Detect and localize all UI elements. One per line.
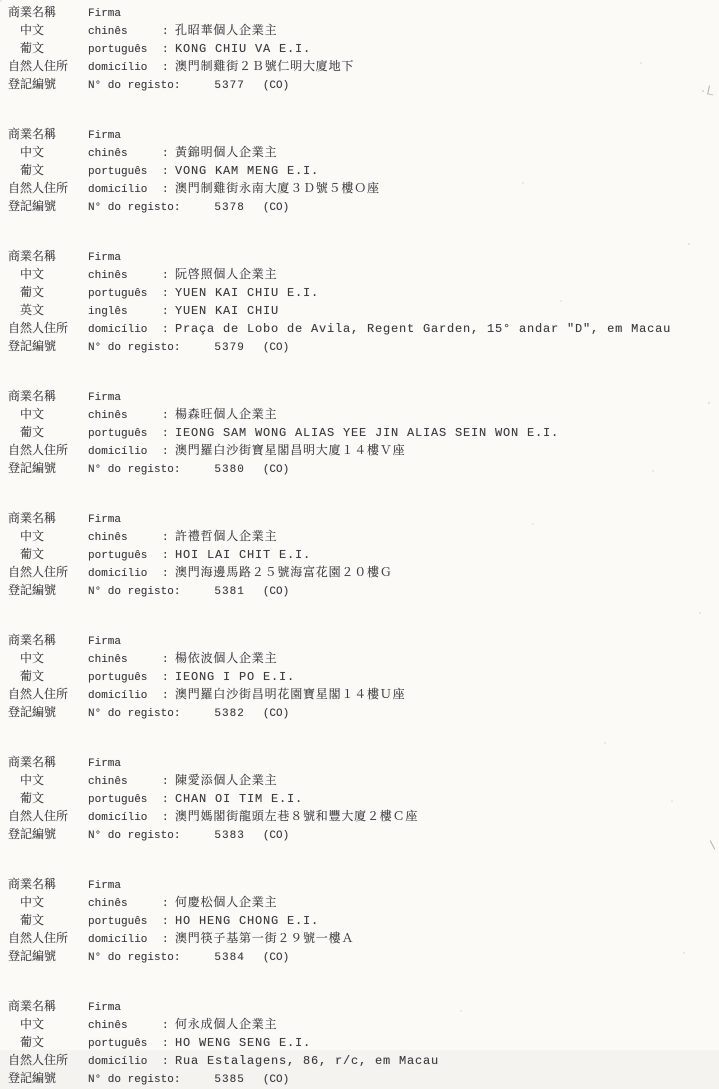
registry-number: 5384 (214, 952, 245, 964)
domicile-label-zh: 自然人住所 (8, 322, 69, 336)
row-registry (8, 827, 719, 845)
portuguese-name-value: IEONG SAM WONG ALIAS YEE JIN ALIAS SEIN WON E.I. (175, 426, 560, 440)
colon: : (162, 26, 169, 38)
registry-label-zh: 登記編號 (8, 462, 57, 476)
registry-number: 5377 (214, 80, 245, 92)
chinese-label-pt: chinês (88, 148, 128, 160)
registry-label-zh: 登記編號 (8, 78, 57, 92)
chinese-label-zh: 中文 (20, 774, 45, 788)
row-domicile (8, 687, 719, 705)
colon: : (162, 428, 169, 440)
chinese-label-pt: chinês (88, 1020, 128, 1032)
colon: : (162, 898, 169, 910)
domicile-value: Praça de Lobo de Avila, Regent Garden, 15° andar "D", em Macau (175, 322, 672, 336)
domicile-label-zh: 自然人住所 (8, 444, 69, 458)
chinese-label-zh: 中文 (20, 408, 45, 422)
registry-number: 5382 (214, 708, 245, 720)
colon: : (162, 1056, 169, 1068)
portuguese-name-value: HO WENG SENG E.I. (175, 1036, 312, 1050)
portuguese-label-zh: 葡文 (20, 914, 45, 928)
chinese-name-value: 阮啓照個人企業主 (175, 268, 278, 282)
portuguese-name-value: YUEN KAI CHIU E.I. (175, 286, 320, 300)
domicile-label-pt: domicílio (88, 446, 148, 458)
registry-number: 5380 (214, 464, 245, 476)
record-block (8, 633, 719, 723)
chinese-label-zh: 中文 (20, 1018, 45, 1032)
chinese-name-value: 何永成個人企業主 (175, 1018, 278, 1032)
domicile-label-pt: domicílio (88, 812, 148, 824)
portuguese-label-pt: português (88, 428, 148, 440)
row-domicile (8, 59, 719, 77)
firm-label-zh: 商業名稱 (8, 878, 57, 892)
firm-label-zh: 商業名稱 (8, 6, 57, 20)
domicile-value: 澳門羅白沙街昌明花園寶星閣１４樓Ｕ座 (175, 688, 406, 702)
colon: : (162, 184, 169, 196)
colon: : (162, 1020, 169, 1032)
row-firm (8, 999, 719, 1017)
english-name-value: YUEN KAI CHIU (175, 304, 280, 318)
row-firm (8, 249, 719, 267)
firm-label-pt: Firma (88, 252, 122, 264)
record-block (8, 127, 719, 217)
portuguese-name-value: VONG KAM MENG E.I. (175, 164, 320, 178)
chinese-label-pt: chinês (88, 410, 128, 422)
registry-label-zh: 登記編號 (8, 950, 57, 964)
registry-type: (CO) (262, 586, 290, 598)
row-domicile (8, 931, 719, 949)
registry-label-pt: N° do registo: (88, 342, 181, 354)
domicile-value: 澳門羅白沙街寶星閣昌明大廈１４樓Ｖ座 (175, 444, 406, 458)
row-registry (8, 461, 719, 479)
domicile-label-zh: 自然人住所 (8, 688, 69, 702)
row-portuguese-name (8, 425, 719, 443)
registry-label-zh: 登記編號 (8, 340, 57, 354)
portuguese-label-pt: português (88, 1038, 148, 1050)
firm-label-zh: 商業名稱 (8, 250, 57, 264)
registry-number: 5383 (214, 830, 245, 842)
portuguese-label-pt: português (88, 672, 148, 684)
row-chinese-name (8, 651, 719, 669)
record-block (8, 877, 719, 967)
firm-label-zh: 商業名稱 (8, 634, 57, 648)
row-domicile (8, 809, 719, 827)
row-english-name (8, 303, 719, 321)
registry-type: (CO) (262, 202, 290, 214)
registry-type: (CO) (262, 1074, 290, 1086)
domicile-label-pt: domicílio (88, 690, 148, 702)
chinese-name-value: 孔昭華個人企業主 (175, 24, 278, 38)
portuguese-label-zh: 葡文 (20, 286, 45, 300)
row-firm (8, 755, 719, 773)
row-portuguese-name (8, 669, 719, 687)
records-list (8, 5, 719, 1089)
record-block (8, 999, 719, 1089)
firm-label-pt: Firma (88, 8, 122, 20)
colon: : (162, 916, 169, 928)
registry-type: (CO) (262, 80, 290, 92)
row-domicile (8, 321, 719, 339)
registry-label-pt: N° do registo: (88, 202, 181, 214)
domicile-label-zh: 自然人住所 (8, 566, 69, 580)
chinese-label-pt: chinês (88, 898, 128, 910)
colon: : (162, 306, 169, 318)
registry-number: 5381 (214, 586, 245, 598)
row-portuguese-name (8, 547, 719, 565)
chinese-label-pt: chinês (88, 270, 128, 282)
portuguese-label-pt: português (88, 794, 148, 806)
registry-number: 5379 (214, 342, 245, 354)
colon: : (162, 794, 169, 806)
colon: : (162, 672, 169, 684)
record-block (8, 249, 719, 357)
domicile-label-zh: 自然人住所 (8, 932, 69, 946)
domicile-label-zh: 自然人住所 (8, 182, 69, 196)
registry-label-zh: 登記編號 (8, 828, 57, 842)
registry-label-zh: 登記編號 (8, 706, 57, 720)
portuguese-label-zh: 葡文 (20, 670, 45, 684)
row-chinese-name (8, 407, 719, 425)
row-chinese-name (8, 529, 719, 547)
record-block (8, 755, 719, 845)
row-portuguese-name (8, 163, 719, 181)
row-registry (8, 77, 719, 95)
colon: : (162, 410, 169, 422)
row-chinese-name (8, 773, 719, 791)
portuguese-label-zh: 葡文 (20, 792, 45, 806)
registry-label-pt: N° do registo: (88, 708, 181, 720)
portuguese-name-value: KONG CHIU VA E.I. (175, 42, 312, 56)
row-portuguese-name (8, 913, 719, 931)
chinese-label-zh: 中文 (20, 530, 45, 544)
chinese-name-value: 黃錦明個人企業主 (175, 146, 278, 160)
row-domicile (8, 443, 719, 461)
registry-type: (CO) (262, 708, 290, 720)
firm-label-pt: Firma (88, 758, 122, 770)
firm-label-zh: 商業名稱 (8, 128, 57, 142)
row-firm (8, 127, 719, 145)
colon: : (162, 690, 169, 702)
row-domicile (8, 181, 719, 199)
chinese-label-pt: chinês (88, 776, 128, 788)
row-chinese-name (8, 895, 719, 913)
colon: : (162, 776, 169, 788)
registry-label-zh: 登記編號 (8, 584, 57, 598)
colon: : (162, 654, 169, 666)
portuguese-label-zh: 葡文 (20, 164, 45, 178)
registry-number: 5385 (214, 1074, 245, 1086)
colon: : (162, 934, 169, 946)
domicile-label-pt: domicílio (88, 568, 148, 580)
firm-label-pt: Firma (88, 514, 122, 526)
colon: : (162, 446, 169, 458)
portuguese-label-pt: português (88, 44, 148, 56)
row-portuguese-name (8, 791, 719, 809)
firm-label-zh: 商業名稱 (8, 512, 57, 526)
domicile-value: 澳門制雞街永南大廈３Ｄ號５樓Ｏ座 (175, 182, 380, 196)
chinese-label-pt: chinês (88, 654, 128, 666)
domicile-value: 澳門媽閣街龍頭左巷８號和豐大廈２樓Ｃ座 (175, 810, 419, 824)
colon: : (162, 288, 169, 300)
colon: : (162, 532, 169, 544)
row-portuguese-name (8, 1035, 719, 1053)
portuguese-label-zh: 葡文 (20, 426, 45, 440)
colon: : (162, 62, 169, 74)
english-label-pt: inglês (88, 306, 128, 318)
portuguese-label-pt: português (88, 550, 148, 562)
row-portuguese-name (8, 41, 719, 59)
portuguese-name-value: IEONG I PO E.I. (175, 670, 296, 684)
firm-label-pt: Firma (88, 1002, 122, 1014)
registry-label-pt: N° do registo: (88, 1074, 181, 1086)
registry-number: 5378 (214, 202, 245, 214)
portuguese-label-pt: português (88, 916, 148, 928)
portuguese-name-value: HOI LAI CHIT E.I. (175, 548, 312, 562)
row-chinese-name (8, 23, 719, 41)
row-registry (8, 1071, 719, 1089)
record-block (8, 389, 719, 479)
row-firm (8, 5, 719, 23)
portuguese-label-pt: português (88, 166, 148, 178)
domicile-label-zh: 自然人住所 (8, 810, 69, 824)
row-chinese-name (8, 1017, 719, 1035)
row-firm (8, 389, 719, 407)
chinese-label-zh: 中文 (20, 146, 45, 160)
registry-label-pt: N° do registo: (88, 586, 181, 598)
portuguese-label-zh: 葡文 (20, 1036, 45, 1050)
english-label-zh: 英文 (20, 304, 45, 318)
domicile-label-zh: 自然人住所 (8, 60, 69, 74)
registry-label-pt: N° do registo: (88, 464, 181, 476)
row-firm (8, 633, 719, 651)
chinese-label-pt: chinês (88, 532, 128, 544)
registry-label-pt: N° do registo: (88, 830, 181, 842)
row-domicile (8, 565, 719, 583)
row-firm (8, 877, 719, 895)
portuguese-label-zh: 葡文 (20, 42, 45, 56)
chinese-name-value: 楊依波個人企業主 (175, 652, 278, 666)
domicile-label-pt: domicílio (88, 1056, 148, 1068)
chinese-label-pt: chinês (88, 26, 128, 38)
row-registry (8, 583, 719, 601)
domicile-value: 澳門制雞街２Ｂ號仁明大廈地下 (175, 60, 355, 74)
record-block (8, 511, 719, 601)
scan-noise (0, 0, 2, 2)
firm-label-pt: Firma (88, 130, 122, 142)
registry-label-zh: 登記編號 (8, 200, 57, 214)
colon: : (162, 812, 169, 824)
colon: : (162, 550, 169, 562)
firm-label-pt: Firma (88, 880, 122, 892)
chinese-name-value: 何慶松個人企業主 (175, 896, 278, 910)
firm-label-zh: 商業名稱 (8, 756, 57, 770)
domicile-label-pt: domicílio (88, 184, 148, 196)
row-firm (8, 511, 719, 529)
registry-label-pt: N° do registo: (88, 80, 181, 92)
row-registry (8, 199, 719, 217)
row-registry (8, 949, 719, 967)
domicile-value: 澳門海邊馬路２５號海富花園２０樓Ｇ (175, 566, 393, 580)
record-block (8, 5, 719, 95)
domicile-label-zh: 自然人住所 (8, 1054, 69, 1068)
portuguese-label-zh: 葡文 (20, 548, 45, 562)
chinese-label-zh: 中文 (20, 268, 45, 282)
registry-label-zh: 登記編號 (8, 1072, 57, 1086)
row-chinese-name (8, 145, 719, 163)
registry-type: (CO) (262, 830, 290, 842)
domicile-label-pt: domicílio (88, 934, 148, 946)
chinese-label-zh: 中文 (20, 652, 45, 666)
chinese-label-zh: 中文 (20, 896, 45, 910)
registry-type: (CO) (262, 952, 290, 964)
colon: : (162, 166, 169, 178)
domicile-label-pt: domicílio (88, 62, 148, 74)
colon: : (162, 270, 169, 282)
portuguese-label-pt: português (88, 288, 148, 300)
domicile-label-pt: domicílio (88, 324, 148, 336)
registry-type: (CO) (262, 464, 290, 476)
colon: : (162, 1038, 169, 1050)
firm-label-pt: Firma (88, 392, 122, 404)
row-portuguese-name (8, 285, 719, 303)
chinese-name-value: 楊森旺個人企業主 (175, 408, 278, 422)
domicile-value: 澳門筷子基第一街２９號一樓Ａ (175, 932, 355, 946)
colon: : (162, 568, 169, 580)
chinese-name-value: 許禮哲個人企業主 (175, 530, 278, 544)
firm-label-zh: 商業名稱 (8, 1000, 57, 1014)
row-chinese-name (8, 267, 719, 285)
firm-label-zh: 商業名稱 (8, 390, 57, 404)
portuguese-name-value: CHAN OI TIM E.I. (175, 792, 304, 806)
domicile-value: Rua Estalagens, 86, r/c, em Macau (175, 1054, 440, 1068)
row-domicile (8, 1053, 719, 1071)
portuguese-name-value: HO HENG CHONG E.I. (175, 914, 320, 928)
registry-type: (CO) (262, 342, 290, 354)
colon: : (162, 324, 169, 336)
firm-label-pt: Firma (88, 636, 122, 648)
colon: : (162, 44, 169, 56)
row-registry (8, 705, 719, 723)
colon: : (162, 148, 169, 160)
chinese-name-value: 陳愛添個人企業主 (175, 774, 278, 788)
chinese-label-zh: 中文 (20, 24, 45, 38)
row-registry (8, 339, 719, 357)
registry-label-pt: N° do registo: (88, 952, 181, 964)
